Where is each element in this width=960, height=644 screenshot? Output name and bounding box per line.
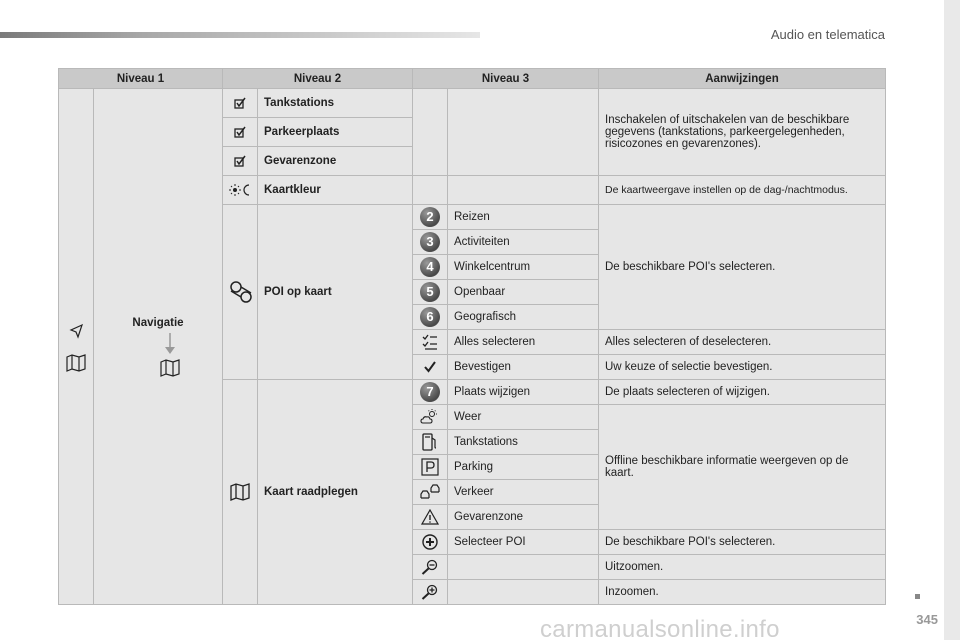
map-icon [223,380,258,605]
empty-cell [448,176,599,205]
instruction-text: Offline beschikbare informatie weergeven op de kaart. [599,405,886,530]
checkbox-icon [223,147,258,176]
instruction-text: Inzoomen. [599,580,886,605]
arrow-down-icon [124,333,216,355]
navigation-icon [65,322,87,340]
instruction-text: De beschikbare POI's selecteren. [599,205,886,330]
number-badge: 2 [413,205,448,230]
menu-item-gevarenzone: Gevarenzone [448,505,599,530]
instruction-text: Uw keuze of selectie bevestigen. [599,355,886,380]
section-title: Audio en telematica [770,27,885,42]
select-all-icon [413,330,448,355]
menu-item-bevestigen: Bevestigen [448,355,599,380]
menu-item-selecteer-poi: Selecteer POI [448,530,599,555]
warning-icon [413,505,448,530]
watermark: carmanualsonline.info [540,616,780,643]
navigation-label: Navigatie [132,316,184,329]
menu-item-tankstations: Tankstations [258,89,413,118]
level1-icons-cell [59,89,94,605]
empty-cell [448,580,599,605]
poi-category: Reizen [448,205,599,230]
column-header: Niveau 3 [413,69,599,89]
add-circle-icon [413,530,448,555]
menu-item-parking: Parking [448,455,599,480]
weather-icon [413,405,448,430]
poi-category: Winkelcentrum [448,255,599,280]
zoom-out-icon [413,555,448,580]
menu-item-parkeerplaats: Parkeerplaats [258,118,413,147]
poi-category: Openbaar [448,280,599,305]
poi-icon [223,205,258,380]
table-header-row [59,69,886,89]
menu-item-kaart-raadplegen: Kaart raadplegen [258,380,413,605]
map-icon [65,354,87,372]
column-header: Niveau 2 [223,69,413,89]
empty-cell [413,89,448,176]
number-badge: 7 [413,380,448,405]
instruction-text: De beschikbare POI's selecteren. [599,530,886,555]
menu-item-alles-selecteren: Alles selecteren [448,330,599,355]
menu-table [58,68,886,605]
menu-item-poi-op-kaart: POI op kaart [258,205,413,380]
menu-item-kaartkleur: Kaartkleur [258,176,413,205]
instruction-text: Alles selecteren of deselecteren. [599,330,886,355]
number-badge: 5 [413,280,448,305]
table-row [59,89,886,118]
empty-cell [413,176,448,205]
checkbox-icon [223,89,258,118]
empty-cell [448,89,599,176]
fuel-pump-icon [413,430,448,455]
instruction-text: Inschakelen of uitschakelen van de beschikbare gegevens (tankstations, parkeergelegenheden, risicozones en gevarenzones). [599,89,886,176]
instruction-text: De kaartweergave instellen op de dag-/nachtmodus. [599,176,886,205]
checkmark-icon [413,355,448,380]
header-gradient-bar [0,32,480,38]
instruction-text: De plaats selecteren of wijzigen. [599,380,886,405]
menu-item-gevarenzone: Gevarenzone [258,147,413,176]
poi-category: Geografisch [448,305,599,330]
menu-item-tankstations: Tankstations [448,430,599,455]
column-header: Niveau 1 [59,69,223,89]
menu-item-weer: Weer [448,405,599,430]
page-number: 345 [916,612,938,627]
map-icon [124,359,216,377]
menu-item-plaats-wijzigen: Plaats wijzigen [448,380,599,405]
empty-cell [448,555,599,580]
navigation-cell [94,89,223,605]
page-edge-bar [944,0,960,640]
column-header: Aanwijzingen [599,69,886,89]
instruction-text: Uitzoomen. [599,555,886,580]
number-badge: 3 [413,230,448,255]
checkbox-icon [223,118,258,147]
poi-category: Activiteiten [448,230,599,255]
page-marker [915,594,920,599]
day-night-icon [223,176,258,205]
zoom-in-icon [413,580,448,605]
menu-item-verkeer: Verkeer [448,480,599,505]
traffic-icon [413,480,448,505]
number-badge: 6 [413,305,448,330]
parking-icon [413,455,448,480]
number-badge: 4 [413,255,448,280]
